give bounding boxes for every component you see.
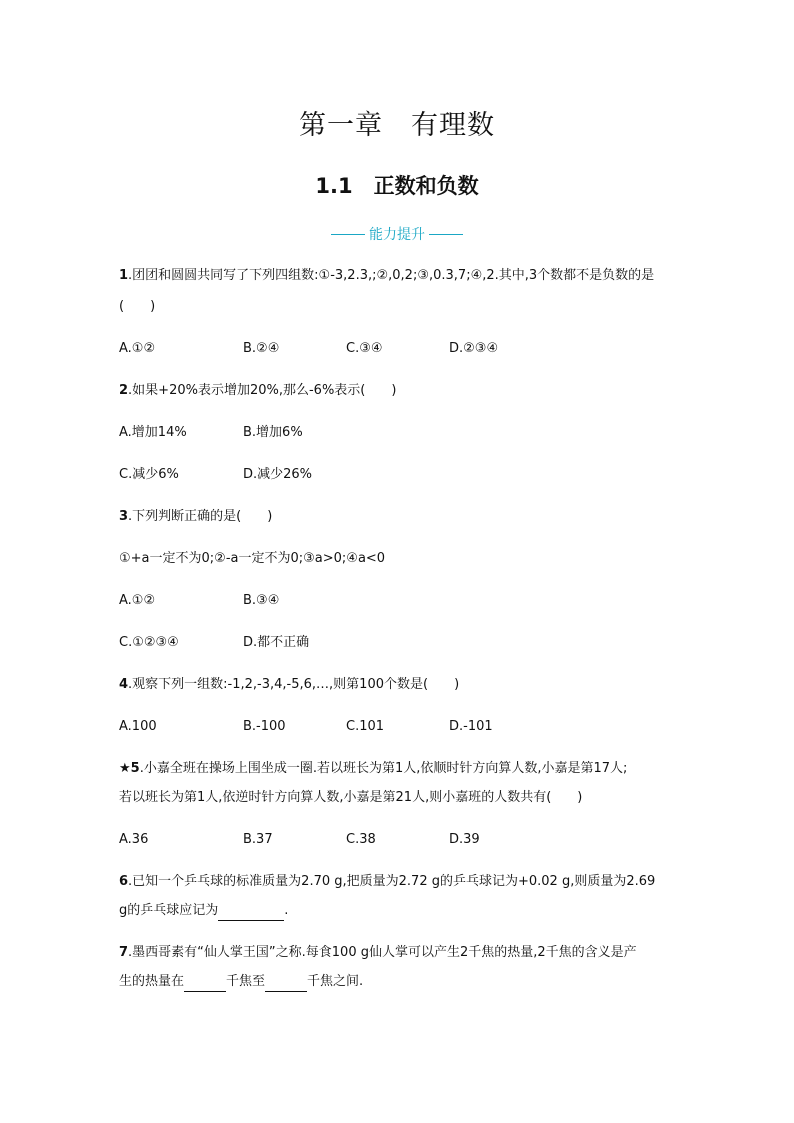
answer-blank-2[interactable] — [265, 977, 307, 992]
option-c: C.38 — [346, 832, 376, 847]
question-text: 生的热量在 — [119, 974, 185, 989]
option-a: A.100 — [119, 719, 157, 734]
question-text: .小嘉全班在操场上围坐成一圈.若以班长为第1人,依顺时针方向算人数,小嘉是第17人; — [139, 761, 628, 776]
option-a: A.增加14% — [119, 425, 187, 440]
answer-blank[interactable] — [218, 906, 284, 921]
option-c: C.减少6% — [119, 467, 179, 482]
question-5-line1 — [119, 758, 627, 779]
option-d: D.都不正确 — [243, 635, 310, 650]
question-6-line1 — [119, 871, 655, 892]
question-7-line2 — [119, 971, 363, 992]
question-7-line1 — [119, 942, 637, 963]
option-b: B.②④ — [243, 341, 280, 356]
question-text: .下列判断正确的是( ) — [128, 509, 273, 524]
question-text: .已知一个乒乓球的标准质量为2.70 g,把质量为2.72 g的乒乓球记为+0.02 g,则质量为2.69 — [128, 874, 656, 889]
section-title: 1.1 正数和负数 — [315, 174, 479, 198]
option-a: A.36 — [119, 832, 149, 847]
question-text: .团团和圆圆共同写了下列四组数:①-3,2.3,;②,0,2;③,0.3,7;④,2.其中,3个数都不是负数的是 — [128, 268, 655, 283]
question-4 — [119, 674, 459, 695]
option-d: D.减少26% — [243, 467, 313, 482]
question-number: 2 — [119, 383, 129, 398]
option-c: C.101 — [346, 719, 385, 734]
banner-right-rule — [429, 234, 463, 235]
question-text: .墨西哥素有“仙人掌王国”之称.每食100 g仙人掌可以产生2千焦的热量,2千焦的含义是产 — [128, 945, 637, 960]
question-3-statements: ①+a一定不为0;②-a一定不为0;③a>0;④a<0 — [119, 551, 386, 566]
option-c: C.①②③④ — [119, 635, 179, 650]
option-b: B.增加6% — [243, 425, 303, 440]
option-d: D.-101 — [449, 719, 493, 734]
question-number: 4 — [119, 677, 129, 692]
question-text: .如果+20%表示增加20%,那么-6%表示( ) — [128, 383, 397, 398]
question-text: g的乒乓球应记为 — [119, 903, 219, 918]
question-6-line2 — [119, 900, 288, 921]
section-banner — [0, 224, 794, 244]
question-2 — [119, 380, 396, 401]
chapter-title: 第一章 有理数 — [299, 110, 495, 141]
option-a: A.①② — [119, 341, 156, 356]
question-number: 6 — [119, 874, 129, 889]
option-a: A.①② — [119, 593, 156, 608]
banner-left-rule — [331, 234, 365, 235]
option-b: B.37 — [243, 832, 273, 847]
option-d: D.②③④ — [449, 341, 499, 356]
option-c: C.③④ — [346, 341, 383, 356]
question-text: 千焦至 — [226, 974, 266, 989]
question-1-line2: ( ) — [119, 299, 156, 314]
question-number: ★5 — [119, 761, 140, 776]
question-number: 1 — [119, 268, 129, 283]
answer-blank-1[interactable] — [184, 977, 226, 992]
question-3 — [119, 506, 272, 527]
question-text: . — [284, 903, 289, 918]
question-1-line1 — [119, 265, 654, 286]
question-number: 7 — [119, 945, 129, 960]
question-text: 千焦之间. — [307, 974, 364, 989]
question-5-line2: 若以班长为第1人,依逆时针方向算人数,小嘉是第21人,则小嘉班的人数共有( ) — [119, 790, 583, 805]
banner-label: 能力提升 — [369, 227, 425, 243]
question-number: 3 — [119, 509, 129, 524]
option-b: B.③④ — [243, 593, 280, 608]
option-d: D.39 — [449, 832, 480, 847]
question-text: .观察下列一组数:-1,2,-3,4,-5,6,…,则第100个数是( ) — [128, 677, 460, 692]
option-b: B.-100 — [243, 719, 286, 734]
